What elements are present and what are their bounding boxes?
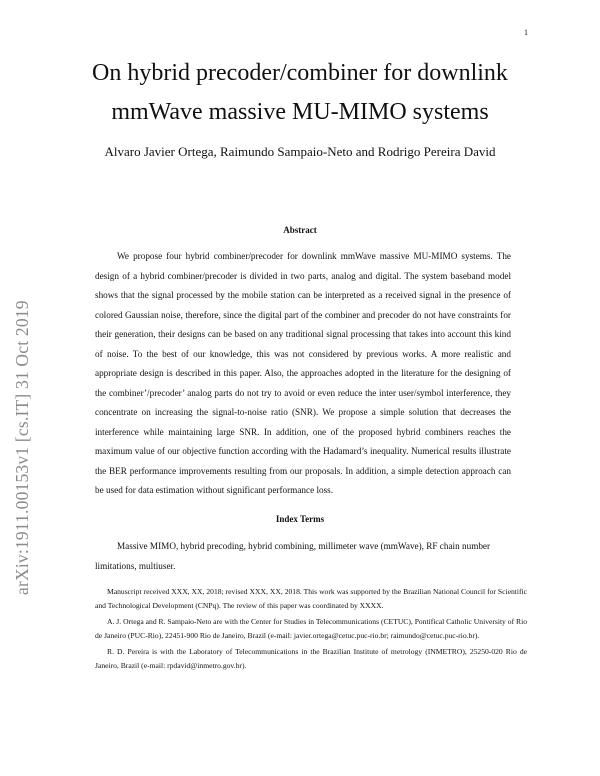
abstract-heading: Abstract xyxy=(283,225,317,235)
footnotes xyxy=(95,585,527,674)
author-list: Alvaro Javier Ortega, Raimundo Sampaio-Neto and Rodrigo Pereira David xyxy=(104,144,496,159)
abstract-body: We propose four hybrid combiner/precoder for downlink mmWave massive MU-MIMO systems. The design of a hybrid combiner/precoder is divided in two parts, analog and digital. The system baseband model shows that the signal processed by the mobile station can be interpreted as a received signal in the presence of colored Gaussian noise, therefore, since the digital part of the combiner and precoder do not have constraints for their generation, their designs can be based on any traditional signal processing that takes into account this kind of noise. To the best of our knowledge, this was not considered by previous works. A more realistic and appropriate design is described in this paper. Also, the approaches adopted in the literature for the designing of the combiner’/precoder’ analog parts do not try to avoid or even reduce the inter user/symbol interference, they concentrate on increasing the signal-to-noise ratio (SNR). We propose a simple solution that decreases the interference while maintaining large SNR. In addition, one of the proposed hybrid combiners reaches the maximum value of our objective function according with the Hadamard’s inequality. Numerical results illustrate the BER performance improvements resulting from our proposals. In addition, a simple detection approach can be used for data estimation without significant performance loss. xyxy=(95,251,511,495)
index-terms-body: Massive MIMO, hybrid precoding, hybrid combining, millimeter wave (mmWave), RF chain number limitations, multiuser. xyxy=(95,541,491,571)
arxiv-identifier-stamp: arXiv:1911.00153v1 [cs.IT] 31 Oct 2019 xyxy=(12,300,32,595)
footnote-manuscript: Manuscript received XXX, XX, 2018; revised XXX, XX, 2018. This work was supported by the Brazilian National Council for Scientific and Technological Development (CNPq). The review of this paper was coordinated by XXXX. xyxy=(95,587,527,611)
footnote-affiliation-inmetro: R. D. Pereira is with the Laboratory of Telecommunications in the Brazilian Institute of metrology (INMETRO), 25250-020 Rio de Janeiro, Brazil (e-mail: rpdavid@inmetro.gov.br). xyxy=(95,646,527,671)
page-number: 1 xyxy=(524,28,528,37)
paper-title: On hybrid precoder/combiner for downlink mmWave massive MU-MIMO systems xyxy=(92,60,508,125)
footnote-affiliation-cetuc: A. J. Ortega and R. Sampaio-Neto are with the Center for Studies in Telecommunications (CETUC), Pontifical Catholic University of Rio de Janeiro (PUC-Rio), 22451-900 Rio de Janeiro, Brazil (e-mail: javier.ortega@cetuc.puc-rio.br; raimundo@cetuc.puc-rio.br). xyxy=(95,616,527,641)
index-terms-heading: Index Terms xyxy=(275,514,325,524)
